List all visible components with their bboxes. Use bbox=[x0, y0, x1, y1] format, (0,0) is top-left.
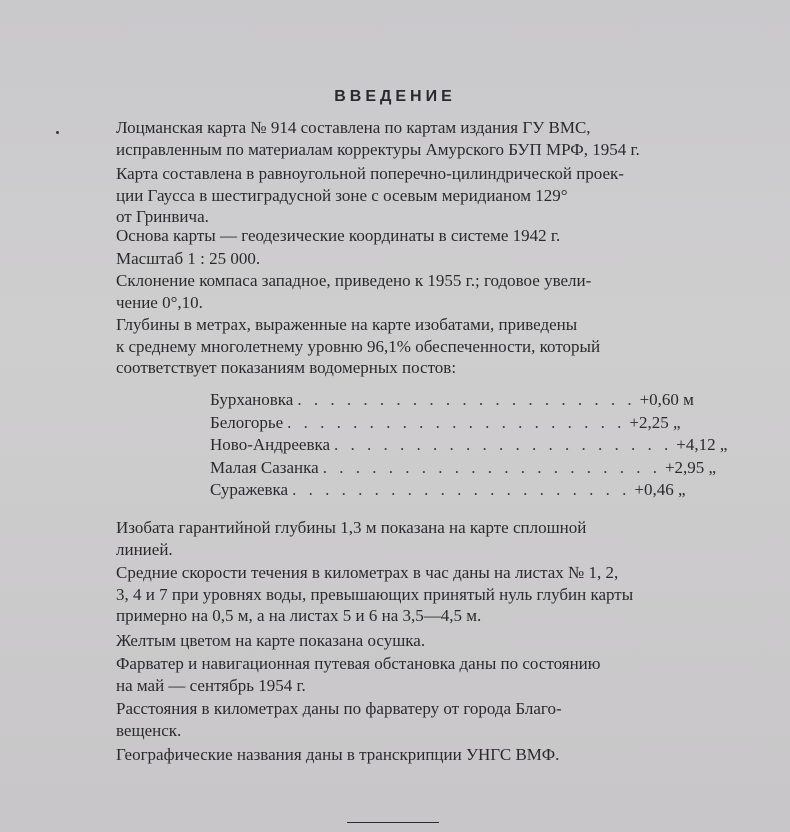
gauge-row bbox=[210, 389, 694, 412]
text-line: чение 0°,10. bbox=[116, 292, 203, 312]
text-line: Склонение компаса западное, приведено к 1955 г.; годовое увели- bbox=[116, 271, 592, 290]
text-line: 3, 4 и 7 при уровнях воды, превышающих принятый нуль глубин карты bbox=[116, 584, 634, 604]
gauge-name: Суражевка bbox=[210, 480, 289, 499]
gauge-name: Белогорье bbox=[210, 412, 284, 432]
gauge-row bbox=[210, 434, 728, 457]
paragraph-compilation bbox=[84, 117, 710, 160]
closing-rule bbox=[347, 822, 439, 823]
page-title: ВВЕДЕНИЕ bbox=[334, 88, 456, 105]
text-line: Изобата гарантийной глубины 1,3 м показана на карте сплошной bbox=[116, 518, 587, 537]
gauge-value: +4,12 „ bbox=[676, 435, 728, 454]
paragraph-isobath bbox=[84, 517, 710, 560]
text-line: Средние скорости течения в километрах в час даны на листах № 1, 2, bbox=[116, 563, 619, 582]
leader-dots: . . . . . . . . . . . . . . . . . . . . . bbox=[334, 435, 673, 454]
gauge-row bbox=[210, 412, 681, 435]
text-line: исправленным по материалам корректуры Амурского БУП МРФ, 1954 г. bbox=[116, 139, 640, 159]
text-line: Лоцманская карта № 914 составлена по картам издания ГУ ВМС, bbox=[116, 118, 591, 137]
text-line: примерно на 0,5 м, а на листах 5 и 6 на 3,5—4,5 м. bbox=[116, 606, 482, 625]
paragraph-names: Географические названия даны в транскрипции УНГС ВМФ. bbox=[116, 745, 560, 764]
text-line: Карта составлена в равноугольной поперечно-цилиндрической проек- bbox=[116, 164, 624, 183]
leader-dots: . . . . . . . . . . . . . . . . . . . . . bbox=[322, 457, 661, 477]
leader-dots: . . . . . . . . . . . . . . . . . . . . . bbox=[287, 412, 626, 432]
text-line: Фарватер и навигационная путевая обстановка даны по состоянию bbox=[116, 654, 601, 673]
paragraph-distances bbox=[84, 698, 710, 741]
paragraph-datum: Основа карты — геодезические координаты в системе 1942 г. bbox=[116, 226, 561, 245]
paragraph-projection bbox=[84, 163, 710, 228]
leader-dots: . . . . . . . . . . . . . . . . . . . . . bbox=[292, 480, 631, 499]
text-line: Расстояния в километрах даны по фарватеру от города Благо- bbox=[116, 699, 562, 718]
text-line: линией. bbox=[116, 539, 173, 559]
gauge-value: +2,95 „ bbox=[664, 457, 717, 477]
gauge-row bbox=[210, 457, 717, 480]
gauge-value: +0,60 м bbox=[639, 390, 694, 409]
gauge-name: Ново-Андреевка bbox=[210, 435, 331, 454]
gauge-list bbox=[210, 389, 728, 502]
text-line: вещенск. bbox=[116, 720, 182, 740]
text-line: соответствует показаниям водомерных постов: bbox=[116, 358, 457, 377]
text-line: Глубины в метрах, выраженные на карте изобатами, приведены bbox=[116, 315, 578, 334]
gauge-value: +2,25 „ bbox=[629, 412, 681, 432]
gauge-row bbox=[210, 479, 686, 502]
gauge-name: Малая Сазанка bbox=[210, 457, 319, 477]
text-line: на май — сентябрь 1954 г. bbox=[116, 675, 306, 695]
paper-speck bbox=[56, 131, 59, 134]
text-line: ции Гаусса в шестиградусной зоне с осевым меридианом 129° bbox=[116, 185, 568, 205]
paragraph-currents bbox=[84, 562, 710, 627]
gauge-name: Бурхановка bbox=[210, 390, 294, 409]
leader-dots: . . . . . . . . . . . . . . . . . . . . . bbox=[297, 390, 636, 409]
paragraph-drying: Желтым цветом на карте показана осушка. bbox=[116, 631, 426, 650]
paragraph-fairway bbox=[84, 653, 710, 696]
paragraph-scale: Масштаб 1 : 25 000. bbox=[116, 249, 261, 268]
text-line: к среднему многолетнему уровню 96,1% обеспеченности, который bbox=[116, 336, 601, 356]
paragraph-depths bbox=[84, 314, 710, 379]
gauge-value: +0,46 „ bbox=[634, 480, 686, 499]
paragraph-declination bbox=[84, 270, 710, 313]
text-line: от Гринвича. bbox=[116, 207, 209, 226]
